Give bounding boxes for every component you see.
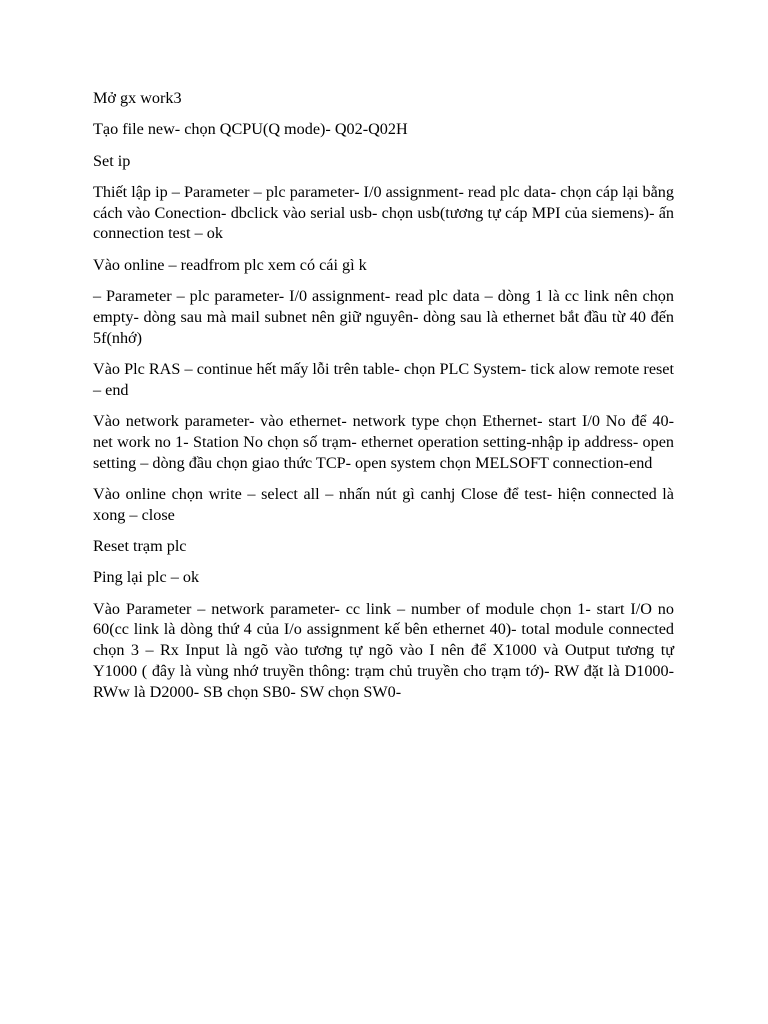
paragraph-open-gx-works: Mở gx work3: [93, 89, 182, 107]
paragraph-setup-ip: Thiết lập ip – Parameter – plc parameter- I/0 assignment- read plc data- chọn cáp lại bằng cách vào Conection- dbclick vào serial usb- chọn usb(tương tự cáp MPI của siemens)- ấn connection test – ok: [93, 182, 674, 243]
paragraph-cc-link-parameter: Vào Parameter – network parameter- cc link – number of module chọn 1- start I/O no 60(cc link là dòng thứ 4 của I/o assignment kế bên ethernet 40)- total module connected chọn 3 – Rx Input là ngõ vào tương tự ngõ vào I nên để X1000 và Output tương tự Y1000 ( đây là vùng nhớ truyền thông: trạm chủ truyền cho trạm tớ)- RW đặt là D1000-RWw là D2000- SB chọn SB0- SW chọn SW0-: [93, 599, 674, 701]
paragraph-network-parameter: Vào network parameter- vào ethernet- network type chọn Ethernet- start I/0 No để 40- net work no 1- Station No chọn số trạm- ethernet operation setting-nhập ip address- open setting – dòng đầu chọn giao thức TCP- open system chọn MELSOFT connection-end: [93, 412, 674, 472]
paragraph-set-ip: Set ip: [93, 151, 131, 170]
paragraph-io-assignment: – Parameter – plc parameter- I/0 assignment- read plc data – dòng 1 là cc link nên chọn empty- dòng sau mà mail subnet nên giữ nguyên- dòng sau là ethernet bắt đầu từ 40 đến 5f(nhớ): [93, 287, 674, 347]
paragraph-reset-plc: Reset trạm plc: [93, 537, 187, 556]
paragraph-online-read: Vào online – readfrom plc xem có cái gì k: [93, 255, 367, 274]
paragraph-plc-ras: Vào Plc RAS – continue hết mấy lỗi trên table- chọn PLC System- tick alow remote reset – end: [93, 359, 674, 399]
paragraph-create-new-file: Tạo file new- chọn QCPU(Q mode)- Q02-Q02H: [93, 120, 408, 139]
document-page: [93, 88, 674, 713]
paragraph-ping-plc: Ping lại plc – ok: [93, 568, 200, 587]
paragraph-online-write: Vào online chọn write – select all – nhấn nút gì canhj Close để test- hiện connected là xong – close: [93, 484, 674, 524]
